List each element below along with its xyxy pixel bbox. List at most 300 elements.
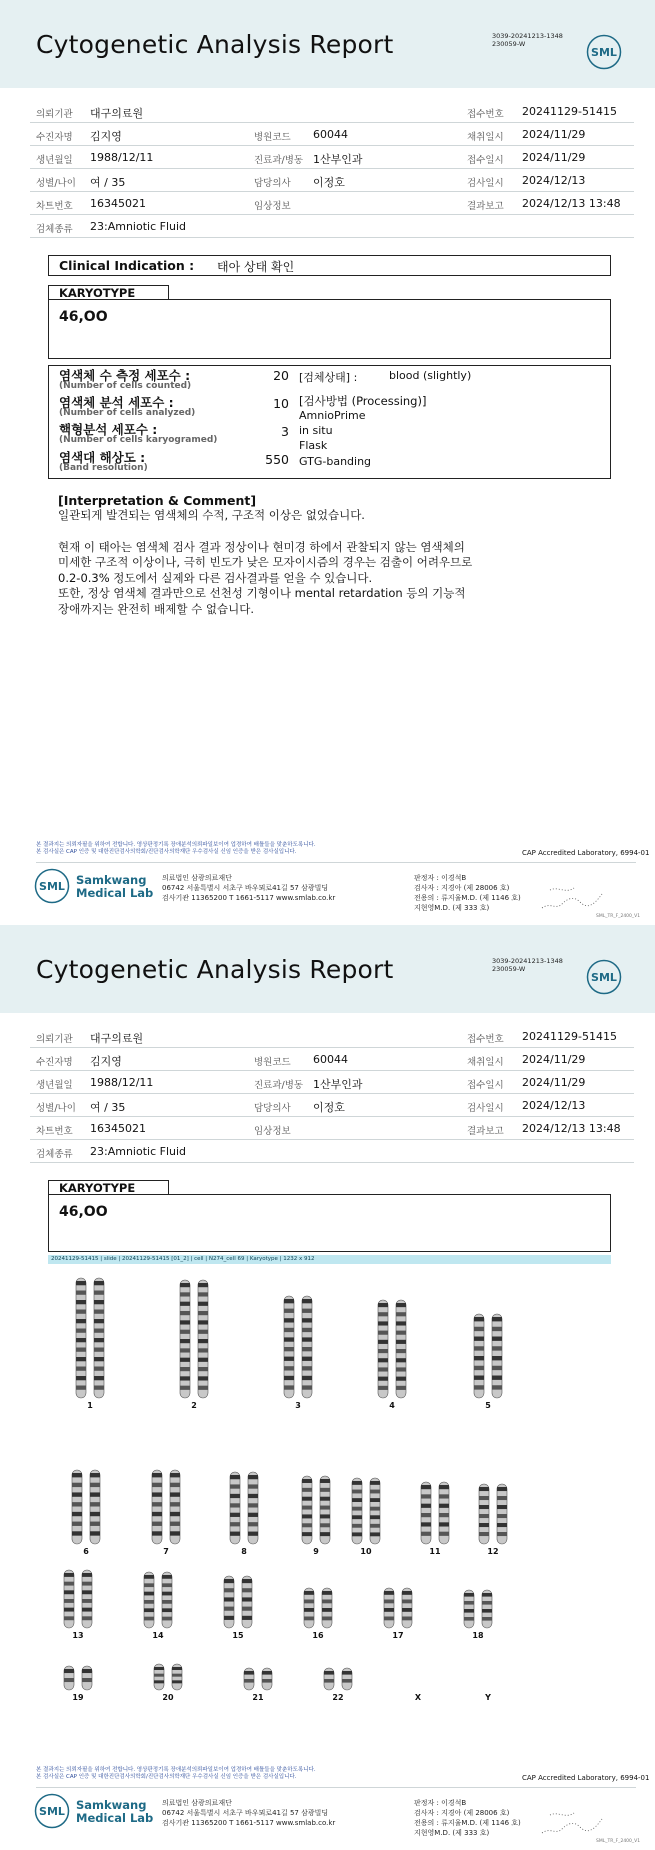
chromosome-19-1: [64, 1666, 74, 1690]
karyotype-label: KARYOTYPE: [59, 286, 136, 300]
chromosome-band: [198, 1311, 208, 1315]
chromosome-12-1: [479, 1484, 489, 1544]
chromosome-band: [248, 1494, 258, 1498]
chromosome-band: [421, 1504, 431, 1508]
chromosome-band: [76, 1291, 86, 1295]
chromosome-band: [154, 1680, 164, 1683]
chromosome-11-2: [439, 1482, 449, 1544]
chromosome-band: [170, 1492, 180, 1496]
chromosome-band: [302, 1309, 312, 1313]
collect-date-value: 2024/11/29: [522, 128, 586, 141]
chromosome-band: [396, 1331, 406, 1335]
karyotype-label: KARYOTYPE: [59, 1181, 136, 1195]
chromosome-band: [152, 1512, 162, 1516]
chromosome-band: [479, 1487, 489, 1491]
chromosome-band: [482, 1609, 492, 1613]
karyotype-value: 46,OO: [59, 309, 108, 325]
address-line1: 의료법인 삼광의료재단: [162, 874, 232, 882]
chromosome-band: [162, 1608, 172, 1612]
chromosome-band: [370, 1498, 380, 1502]
chromosome-band: [76, 1367, 86, 1371]
chromosome-band: [72, 1531, 82, 1535]
cells-counted-label: 염색체 수 측정 세포수 :: [59, 368, 191, 383]
report-code: [492, 32, 563, 48]
chromosome-label: 14: [152, 1631, 164, 1640]
cells-karyogramed-value: 3: [281, 424, 289, 439]
chromosome-18-2: [482, 1590, 492, 1628]
karyotype-box: [48, 299, 611, 359]
chromosome-band: [230, 1503, 240, 1507]
chromosome-label: Y: [485, 1693, 491, 1702]
chromosome-band: [262, 1679, 272, 1683]
chromosome-13-1: [64, 1570, 74, 1628]
method-label: [검사방법 (Processing)]: [299, 394, 427, 408]
chromosome-band: [90, 1492, 100, 1496]
chromosome-band: [302, 1357, 312, 1361]
chromosome-band: [402, 1600, 412, 1604]
chromosome-band: [302, 1488, 312, 1492]
chromosome-band: [302, 1497, 312, 1501]
chromosome-label: 9: [313, 1547, 319, 1556]
chromosome-band: [180, 1302, 190, 1306]
info-row: [30, 123, 634, 146]
chromosome-5-1: [474, 1314, 484, 1398]
cells-karyogramed: [59, 423, 217, 445]
chromosome-band: [198, 1339, 208, 1343]
clinical-indication-value: 태아 상태 확인: [217, 260, 295, 274]
chromosome-label: 3: [295, 1401, 301, 1410]
chromosome-label: 2: [191, 1401, 197, 1410]
chromosome-1-1: [76, 1278, 86, 1398]
chromosome-15-2: [242, 1576, 252, 1628]
chromosome-band: [90, 1473, 100, 1477]
karyotype-value: 46,OO: [59, 1204, 108, 1220]
chromosome-band: [320, 1479, 330, 1483]
chromosome-22-1: [324, 1668, 334, 1690]
signatory-line3: 전용의 : 류지율M.D. (제 1146 호): [414, 894, 521, 902]
chromosome-label: 1: [87, 1401, 93, 1410]
chromosome-band: [439, 1522, 449, 1526]
chromosome-band: [72, 1473, 82, 1477]
karyotype-tab: [48, 285, 169, 299]
receive-date-value: 2024/11/29: [522, 151, 586, 164]
chromosome-band: [492, 1317, 502, 1321]
chromosome-band: [144, 1592, 154, 1596]
signatory-line2: 검사자 : 지경아 (제 28006 호): [414, 884, 510, 892]
chromosome-band: [82, 1573, 92, 1577]
chromosome-label: 4: [389, 1401, 395, 1410]
interpretation-section: [58, 493, 598, 617]
cap-accreditation: CAP Accredited Laboratory, 6994-01: [522, 849, 650, 857]
sex-age-label: 성별/나이: [36, 178, 76, 189]
chromosome-band: [474, 1356, 484, 1360]
chromosome-band: [464, 1601, 474, 1605]
chromosome-band: [352, 1481, 362, 1485]
chromosome-22-2: [342, 1668, 352, 1690]
karyogram-meta-text: 20241129-51415 | slide | 20241129-51415 [01_2] | cell | N274_cell 69 | Karyotype | 1232 x 912: [51, 1256, 315, 1262]
institution-label: 의뢰기관: [36, 109, 73, 120]
chromosome-19-2: [82, 1666, 92, 1690]
chromosome-6-1: [72, 1470, 82, 1544]
birth-label: 생년월일: [36, 155, 73, 166]
chromosome-band: [284, 1337, 294, 1341]
test-date-label: 검사일시: [467, 178, 504, 189]
doctor-value: 이정호: [313, 1101, 345, 1114]
specimen-label: 검체종류: [36, 224, 73, 235]
chromosome-band: [90, 1512, 100, 1516]
chromosome-band: [242, 1607, 252, 1611]
chromosome-band: [242, 1597, 252, 1601]
chromosome-band: [479, 1523, 489, 1527]
chromosome-label: 20: [162, 1693, 174, 1702]
chromosome-band: [94, 1329, 104, 1333]
footer-note-line2: 본 검사실은 CAP 인증 및 대한진단검사의학회/진단검사의학재단 우수검사실 신임 인증을 받은 검사실입니다.: [36, 1774, 297, 1780]
chromosome-band: [198, 1376, 208, 1380]
chromosome-band: [497, 1514, 507, 1518]
chromosome-band: [230, 1494, 240, 1498]
chromosome-band: [482, 1593, 492, 1597]
chromosome-band: [76, 1338, 86, 1342]
chromosome-band: [82, 1678, 92, 1682]
chromosome-3-2: [302, 1296, 312, 1398]
patient-value: 김지영: [90, 130, 122, 143]
chromosome-band: [94, 1338, 104, 1342]
chromosome-band: [320, 1514, 330, 1518]
chromosome-band: [370, 1481, 380, 1485]
chromosome-band: [497, 1532, 507, 1536]
band-resolution-label: 염색대 해상도 :: [59, 450, 146, 465]
chromosome-band: [352, 1498, 362, 1502]
chromosome-band: [242, 1588, 252, 1592]
chromosome-band: [198, 1367, 208, 1371]
chromosome-band: [154, 1667, 164, 1670]
chromosome-band: [170, 1473, 180, 1477]
chromosome-band: [302, 1366, 312, 1370]
cells-analyzed: [59, 396, 195, 418]
chromosome-label: 7: [163, 1547, 169, 1556]
chromosome-band: [82, 1616, 92, 1620]
chromosome-band: [94, 1319, 104, 1323]
chromosome-band: [284, 1318, 294, 1322]
chromosome-2-1: [180, 1280, 190, 1398]
chromosome-band: [72, 1483, 82, 1487]
chromosome-label: 6: [83, 1547, 89, 1556]
chromosome-band: [474, 1337, 484, 1341]
chromosome-band: [244, 1679, 254, 1683]
karyotype-tab: [48, 1180, 169, 1194]
chromosome-12-2: [497, 1484, 507, 1544]
chromosome-9-1: [302, 1476, 312, 1544]
chromosome-band: [76, 1386, 86, 1390]
chromosome-band: [94, 1310, 104, 1314]
chromosome-band: [144, 1575, 154, 1579]
dept-label: 진료과/병동: [254, 155, 304, 166]
chromosome-band: [402, 1608, 412, 1612]
method-in-situ: in situ: [299, 424, 333, 437]
chromosome-band: [284, 1328, 294, 1332]
chromosome-band: [378, 1367, 388, 1371]
chromosome-band: [180, 1348, 190, 1352]
chromosome-band: [421, 1494, 431, 1498]
chromosome-band: [352, 1515, 362, 1519]
birth-value: 1988/12/11: [90, 1076, 154, 1089]
chromosome-band: [492, 1366, 502, 1370]
chromosome-band: [302, 1376, 312, 1380]
address-line2: 06742 서울특별시 서초구 바우뫼로41길 57 삼광빌딩: [162, 884, 329, 892]
chromosome-band: [302, 1532, 312, 1536]
chromosome-band: [180, 1376, 190, 1380]
chromosome-band: [474, 1385, 484, 1389]
chromosome-band: [396, 1312, 406, 1316]
signatory-line2: 검사자 : 지경아 (제 28006 호): [414, 1809, 510, 1817]
chromosome-band: [64, 1590, 74, 1594]
chromosome-band: [82, 1590, 92, 1594]
chromosome-label: 12: [487, 1547, 499, 1556]
specimen-status-label: [검체상태] :: [299, 371, 358, 384]
chromosome-band: [230, 1484, 240, 1488]
chromosome-band: [378, 1321, 388, 1325]
chromosome-band: [224, 1607, 234, 1611]
chromosome-band: [180, 1367, 190, 1371]
method-gtg-banding: GTG-banding: [299, 455, 372, 468]
logo-text: SML: [39, 880, 65, 893]
report-code: [492, 957, 563, 973]
chromosome-band: [180, 1339, 190, 1343]
chromosome-band: [320, 1488, 330, 1492]
chromosome-band: [464, 1609, 474, 1613]
chromosome-band: [162, 1600, 172, 1604]
info-row: [30, 215, 634, 238]
chromosome-band: [198, 1348, 208, 1352]
chromosome-band: [152, 1522, 162, 1526]
samkwang-logo-icon: [34, 868, 70, 904]
chromosome-band: [152, 1492, 162, 1496]
sml-logo-icon: [586, 959, 622, 995]
chart-label: 차트번호: [36, 201, 73, 212]
chromosome-7-2: [170, 1470, 180, 1544]
chromosome-band: [248, 1503, 258, 1507]
chromosome-band: [302, 1514, 312, 1518]
chromosome-band: [284, 1299, 294, 1303]
cells-karyogramed-sublabel: (Number of cells karyogramed): [59, 435, 218, 445]
chromosome-band: [439, 1504, 449, 1508]
chromosome-band: [378, 1340, 388, 1344]
info-row: [30, 1117, 634, 1140]
company-line1: Samkwang: [76, 1798, 147, 1812]
chromosome-band: [90, 1502, 100, 1506]
chromosome-band: [302, 1479, 312, 1483]
chromosome-band: [370, 1532, 380, 1536]
chromosome-band: [170, 1531, 180, 1535]
signature-image: [540, 882, 610, 912]
chromosome-band: [144, 1600, 154, 1604]
patient-info-table: [30, 1025, 634, 1163]
chromosome-label: X: [414, 1693, 422, 1702]
chromosome-band: [464, 1593, 474, 1597]
chromosome-label: 11: [429, 1547, 441, 1556]
chromosome-band: [421, 1513, 431, 1517]
specimen-value: 23:Amniotic Fluid: [90, 220, 187, 233]
dept-value: 1산부인과: [313, 153, 363, 166]
chromosome-band: [302, 1318, 312, 1322]
chromosome-band: [230, 1522, 240, 1526]
chromosome-band: [64, 1669, 74, 1673]
chromosome-band: [370, 1524, 380, 1528]
chromosome-band: [162, 1575, 172, 1579]
patient-label: 수진자명: [36, 1057, 73, 1068]
chromosome-band: [94, 1291, 104, 1295]
chromosome-band: [464, 1617, 474, 1621]
chromosome-band: [144, 1608, 154, 1612]
chromosome-band: [230, 1475, 240, 1479]
collect-date-label: 채취일시: [467, 132, 504, 143]
chromosome-9-2: [320, 1476, 330, 1544]
chromosome-18-1: [464, 1590, 474, 1628]
chromosome-band: [94, 1300, 104, 1304]
chromosome-band: [322, 1617, 332, 1621]
chromosome-band: [76, 1376, 86, 1380]
chromosome-band: [322, 1600, 332, 1604]
chromosome-band: [492, 1385, 502, 1389]
logo-text: SML: [591, 46, 617, 59]
address-line1: 의료법인 삼광의료재단: [162, 1799, 232, 1807]
chromosome-band: [224, 1597, 234, 1601]
chromosome-band: [76, 1281, 86, 1285]
chromosome-band: [64, 1582, 74, 1586]
signatories: [414, 873, 521, 913]
report-title: Cytogenetic Analysis Report: [36, 30, 394, 59]
result-date-value: 2024/12/13 13:48: [522, 1122, 621, 1135]
chromosome-band: [378, 1358, 388, 1362]
chromosome-band: [396, 1367, 406, 1371]
sml-logo-icon: [586, 34, 622, 70]
cells-karyogramed-label: 핵형분석 세포수 :: [59, 422, 158, 437]
chromosome-band: [162, 1617, 172, 1621]
chromosome-band: [154, 1674, 164, 1677]
chromosome-band: [384, 1617, 394, 1621]
info-row: [30, 100, 634, 123]
chromosome-band: [90, 1531, 100, 1535]
chromosome-band: [396, 1303, 406, 1307]
sex-age-value: 여 / 35: [90, 176, 126, 189]
chromosome-band: [304, 1617, 314, 1621]
chromosome-band: [76, 1329, 86, 1333]
chromosome-band: [474, 1346, 484, 1350]
chromosome-band: [180, 1292, 190, 1296]
chromosome-band: [82, 1608, 92, 1612]
cells-counted-value: 20: [273, 368, 289, 383]
page-form-code: SML_TR_F_2400_V1: [596, 1839, 641, 1844]
chromosome-band: [242, 1579, 252, 1583]
receive-date-label: 접수일시: [467, 155, 504, 166]
chromosome-band: [224, 1579, 234, 1583]
chart-value: 16345021: [90, 1122, 146, 1135]
info-row: [30, 146, 634, 169]
chromosome-band: [64, 1599, 74, 1603]
cell-count-box: [48, 365, 611, 479]
chromosome-13-2: [82, 1570, 92, 1628]
chromosome-band: [198, 1358, 208, 1362]
chromosome-8-2: [248, 1472, 258, 1544]
specimen-status-value: blood (slightly): [389, 369, 472, 382]
chromosome-band: [94, 1376, 104, 1380]
chromosome-band: [284, 1357, 294, 1361]
interpretation-line: 일관되게 발견되는 염색체의 수적, 구조적 이상은 없었습니다.: [58, 508, 365, 522]
chromosome-band: [320, 1497, 330, 1501]
company-address: [162, 873, 335, 903]
band-resolution-sublabel: (Band resolution): [59, 463, 148, 473]
chromosome-band: [439, 1485, 449, 1489]
company-name: [76, 874, 153, 900]
chart-label: 차트번호: [36, 1126, 73, 1137]
chromosome-band: [170, 1483, 180, 1487]
chromosome-band: [370, 1515, 380, 1519]
chromosome-band: [304, 1608, 314, 1612]
chromosome-band: [72, 1522, 82, 1526]
chromosome-band: [492, 1356, 502, 1360]
report-code-line1: 3039-20241213-1348: [492, 32, 563, 40]
receipt-no-label: 접수번호: [467, 109, 504, 120]
chromosome-band: [198, 1302, 208, 1306]
karyotype-box: [48, 1194, 611, 1252]
result-date-value: 2024/12/13 13:48: [522, 197, 621, 210]
chromosome-band: [302, 1506, 312, 1510]
chromosome-band: [492, 1327, 502, 1331]
chromosome-label: 19: [72, 1693, 84, 1702]
chromosome-band: [474, 1327, 484, 1331]
chromosome-band: [248, 1513, 258, 1517]
signatories: [414, 1798, 521, 1838]
cells-analyzed-sublabel: (Number of cells analyzed): [59, 408, 196, 418]
company-line2: Medical Lab: [76, 1811, 154, 1825]
chromosome-band: [352, 1507, 362, 1511]
institution-value: 대구의료원: [90, 1032, 144, 1045]
cells-analyzed-value: 10: [273, 396, 289, 411]
chromosome-label: 18: [472, 1631, 484, 1640]
chromosome-band: [76, 1348, 86, 1352]
chromosome-16-1: [304, 1588, 314, 1628]
chromosome-band: [479, 1505, 489, 1509]
hospital-code-label: 병원코드: [254, 132, 291, 143]
chromosome-10-2: [370, 1478, 380, 1544]
chromosome-band: [320, 1506, 330, 1510]
chromosome-band: [492, 1346, 502, 1350]
chromosome-band: [172, 1680, 182, 1683]
receipt-no-value: 20241129-51415: [522, 105, 617, 118]
chromosome-band: [162, 1583, 172, 1587]
test-date-value: 2024/12/13: [522, 174, 586, 187]
chromosome-band: [162, 1592, 172, 1596]
footer-divider: [36, 1787, 636, 1788]
signatory-line3: 전용의 : 류지율M.D. (제 1146 호): [414, 1819, 521, 1827]
footer-note-line1: 본 결과지는 의뢰자필을 위하여 전합니다. 영상판정기록 장애분석의뢰파일보이여 업경하여 배틀들을 맞춘하도록니다.: [36, 842, 316, 848]
chromosome-label: 22: [332, 1693, 344, 1702]
chromosome-band: [198, 1283, 208, 1287]
info-row: [30, 1071, 634, 1094]
chromosome-band: [384, 1608, 394, 1612]
interpretation-line: 0.2-0.3% 정도에서 실제와 다른 검사결과를 얻을 수 있습니다.: [58, 570, 373, 585]
chromosome-21-1: [244, 1668, 254, 1690]
collect-date-value: 2024/11/29: [522, 1053, 586, 1066]
method-amnioprime: AmnioPrime: [299, 409, 366, 422]
chromosome-band: [497, 1505, 507, 1509]
signatory-line1: 판정자 : 이경석B: [414, 1799, 467, 1807]
chromosome-band: [284, 1309, 294, 1313]
chromosome-20-2: [172, 1664, 182, 1690]
chromosome-band: [224, 1588, 234, 1592]
chromosome-band: [378, 1377, 388, 1381]
company-line2: Medical Lab: [76, 886, 154, 900]
